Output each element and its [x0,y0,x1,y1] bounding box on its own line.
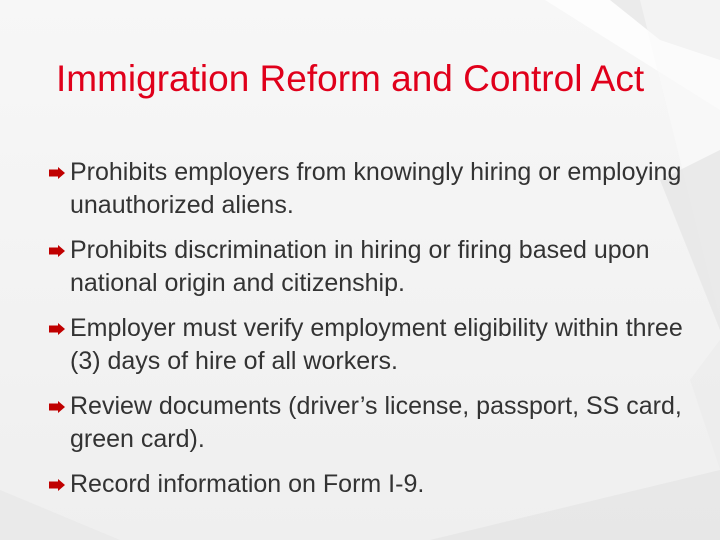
bullet-text: Prohibits employers from knowingly hiring or employing unauthorized aliens. [70,158,682,219]
bullet-item [49,390,689,456]
arrow-right-icon [49,167,65,179]
slide-title: Immigration Reform and Control Act [56,58,645,99]
arrow-right-icon [49,323,65,335]
facet-right-lower [690,340,720,470]
arrow-right-icon [49,401,65,413]
bullet-text: Record information on Form I-9. [70,470,425,498]
bullet-item [49,156,689,222]
bullet-item [49,234,689,300]
bullet-item [49,312,689,378]
bullet-text: Employer must verify employment eligibility within three (3) days of hire of all workers. [70,314,683,375]
bullet-list [49,156,689,513]
bullet-item [49,468,689,501]
arrow-right-icon [49,245,65,257]
bullet-text: Prohibits discrimination in hiring or firing based upon national origin and citizenship. [70,236,650,297]
arrow-right-icon [49,479,65,491]
bullet-text: Review documents (driver’s license, passport, SS card, green card). [70,392,682,453]
